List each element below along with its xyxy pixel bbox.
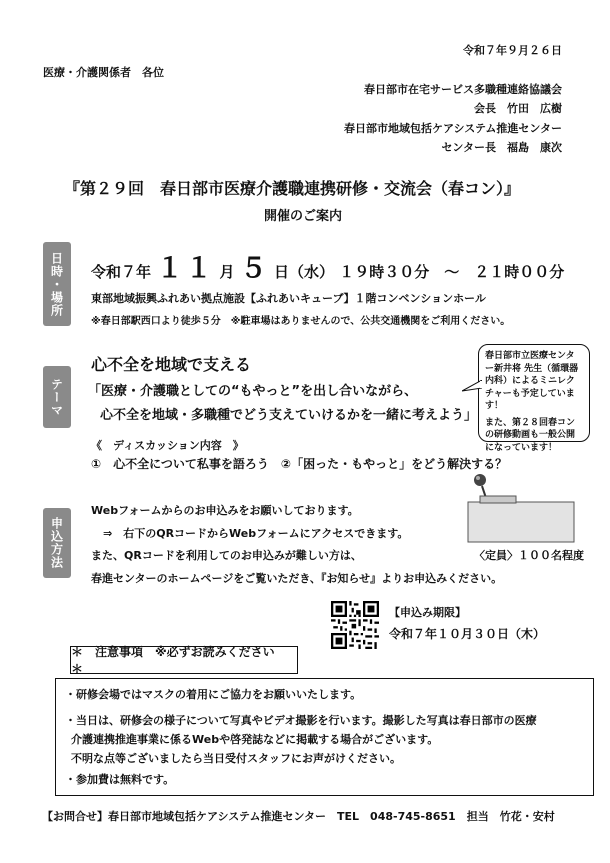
contact-info: 【お問合せ】春日部市地域包括ケアシステム推進センター TEL 048-745-8651 担当 竹花・安村 xyxy=(42,810,555,823)
sender-council: 春日部市在宅サービス多職種連絡協議会 xyxy=(364,83,562,96)
datetime-badge: 日時・場所 xyxy=(43,242,71,326)
apply-line-1: Webフォームからのお申込みをお願いしております。 xyxy=(91,504,359,517)
apply-line-3: また、QRコードを利用してのお申込みが難しい方は、 xyxy=(91,549,362,562)
capacity: 〈定員〉１００名程度 xyxy=(474,549,584,562)
venue: 東部地域振興ふれあい拠点施設【ふれあいキューブ】１階コンベンションホール xyxy=(91,292,486,305)
sender-center: 春日部市地域包括ケアシステム推進センター xyxy=(343,122,562,135)
time-range: １９時３０分 ～ ２１時００分 xyxy=(339,263,565,281)
discussion-items: ① 心不全について私事を語ろう ②「困った・もやっと」をどう解決する？ xyxy=(91,457,508,471)
month-unit: 月 xyxy=(219,263,235,281)
apply-badge: 申込方法 xyxy=(43,508,71,578)
sender-director: センター長 福島 康次 xyxy=(441,141,562,154)
schedule-line xyxy=(91,246,564,285)
podium-icon xyxy=(460,466,580,546)
theme-line-1: 「医療・介護職としての“もやっと”を出し合いながら、 xyxy=(88,384,418,399)
notice-item-photo: ・当日は、研修会の様子について写真やビデオ撮影を行います。撮影した写真は春日部市の医療 xyxy=(65,714,537,727)
callout-pointer xyxy=(462,380,482,392)
document-date: 令和７年９月２６日 xyxy=(463,44,562,57)
callout-text-2: また、第２８回春コンの研修動画も一般公開になっています！ xyxy=(485,417,576,453)
day-unit: 日（水） xyxy=(273,263,334,281)
apply-line-2: ⇒ 右下のQRコードからWebフォームにアクセスできます。 xyxy=(103,527,409,540)
notice-item-mask: ・研修会場ではマスクの着用にご協力をお願いいたします。 xyxy=(65,688,362,701)
deadline-date: 令和７年１０月３０日（木） xyxy=(389,627,546,641)
access-note: ※春日部駅西口より徒歩５分 ※駐車場はありませんので、公共交通機関をご利用ください。 xyxy=(91,316,511,327)
discussion-label: 《 ディスカッション内容 》 xyxy=(91,439,244,452)
addressee: 医療・介護関係者 各位 xyxy=(43,66,164,79)
notice-title: ＊ 注意事項 ※必ずお読みください ＊ xyxy=(70,646,298,674)
theme-heading: 心不全を地域で支える xyxy=(91,355,252,374)
era-year: 令和７年 xyxy=(91,263,152,281)
notice-item-fee: ・参加費は無料です。 xyxy=(65,773,175,786)
sender-chair: 会長 竹田 広樹 xyxy=(474,102,562,115)
apply-line-4: 春進センターのホームページをご覧いただき、『お知らせ』よりお申込みください。 xyxy=(91,572,503,585)
notice-item-questions: 不明な点等ございましたら当日受付スタッフにお声がけください。 xyxy=(71,752,401,765)
page-subtitle: 開催のご案内 xyxy=(264,209,343,224)
deadline-label: 【申込み期限】 xyxy=(389,606,466,619)
lecture-callout xyxy=(478,344,590,453)
theme-badge: テーマ xyxy=(43,366,71,428)
theme-line-2: 心不全を地域・多職種でどう支えていけるかを一緒に考えよう」 xyxy=(100,408,478,423)
page-title: 『第２９回 春日部市医療介護職連携研修・交流会（春コン）』 xyxy=(64,179,521,198)
day-number: ５ xyxy=(239,253,269,284)
notice-item-photo-cont: 介護連携推進事業に係るWebや啓発誌などに掲載する場合がございます。 xyxy=(71,733,439,746)
qr-code-icon[interactable] xyxy=(331,601,379,649)
callout-text-1: 春日部市立医療センター新井将 先生（循環器内科）によるミニレクチャーも予定しています！ xyxy=(485,351,579,411)
month-number: １１ xyxy=(156,253,215,284)
